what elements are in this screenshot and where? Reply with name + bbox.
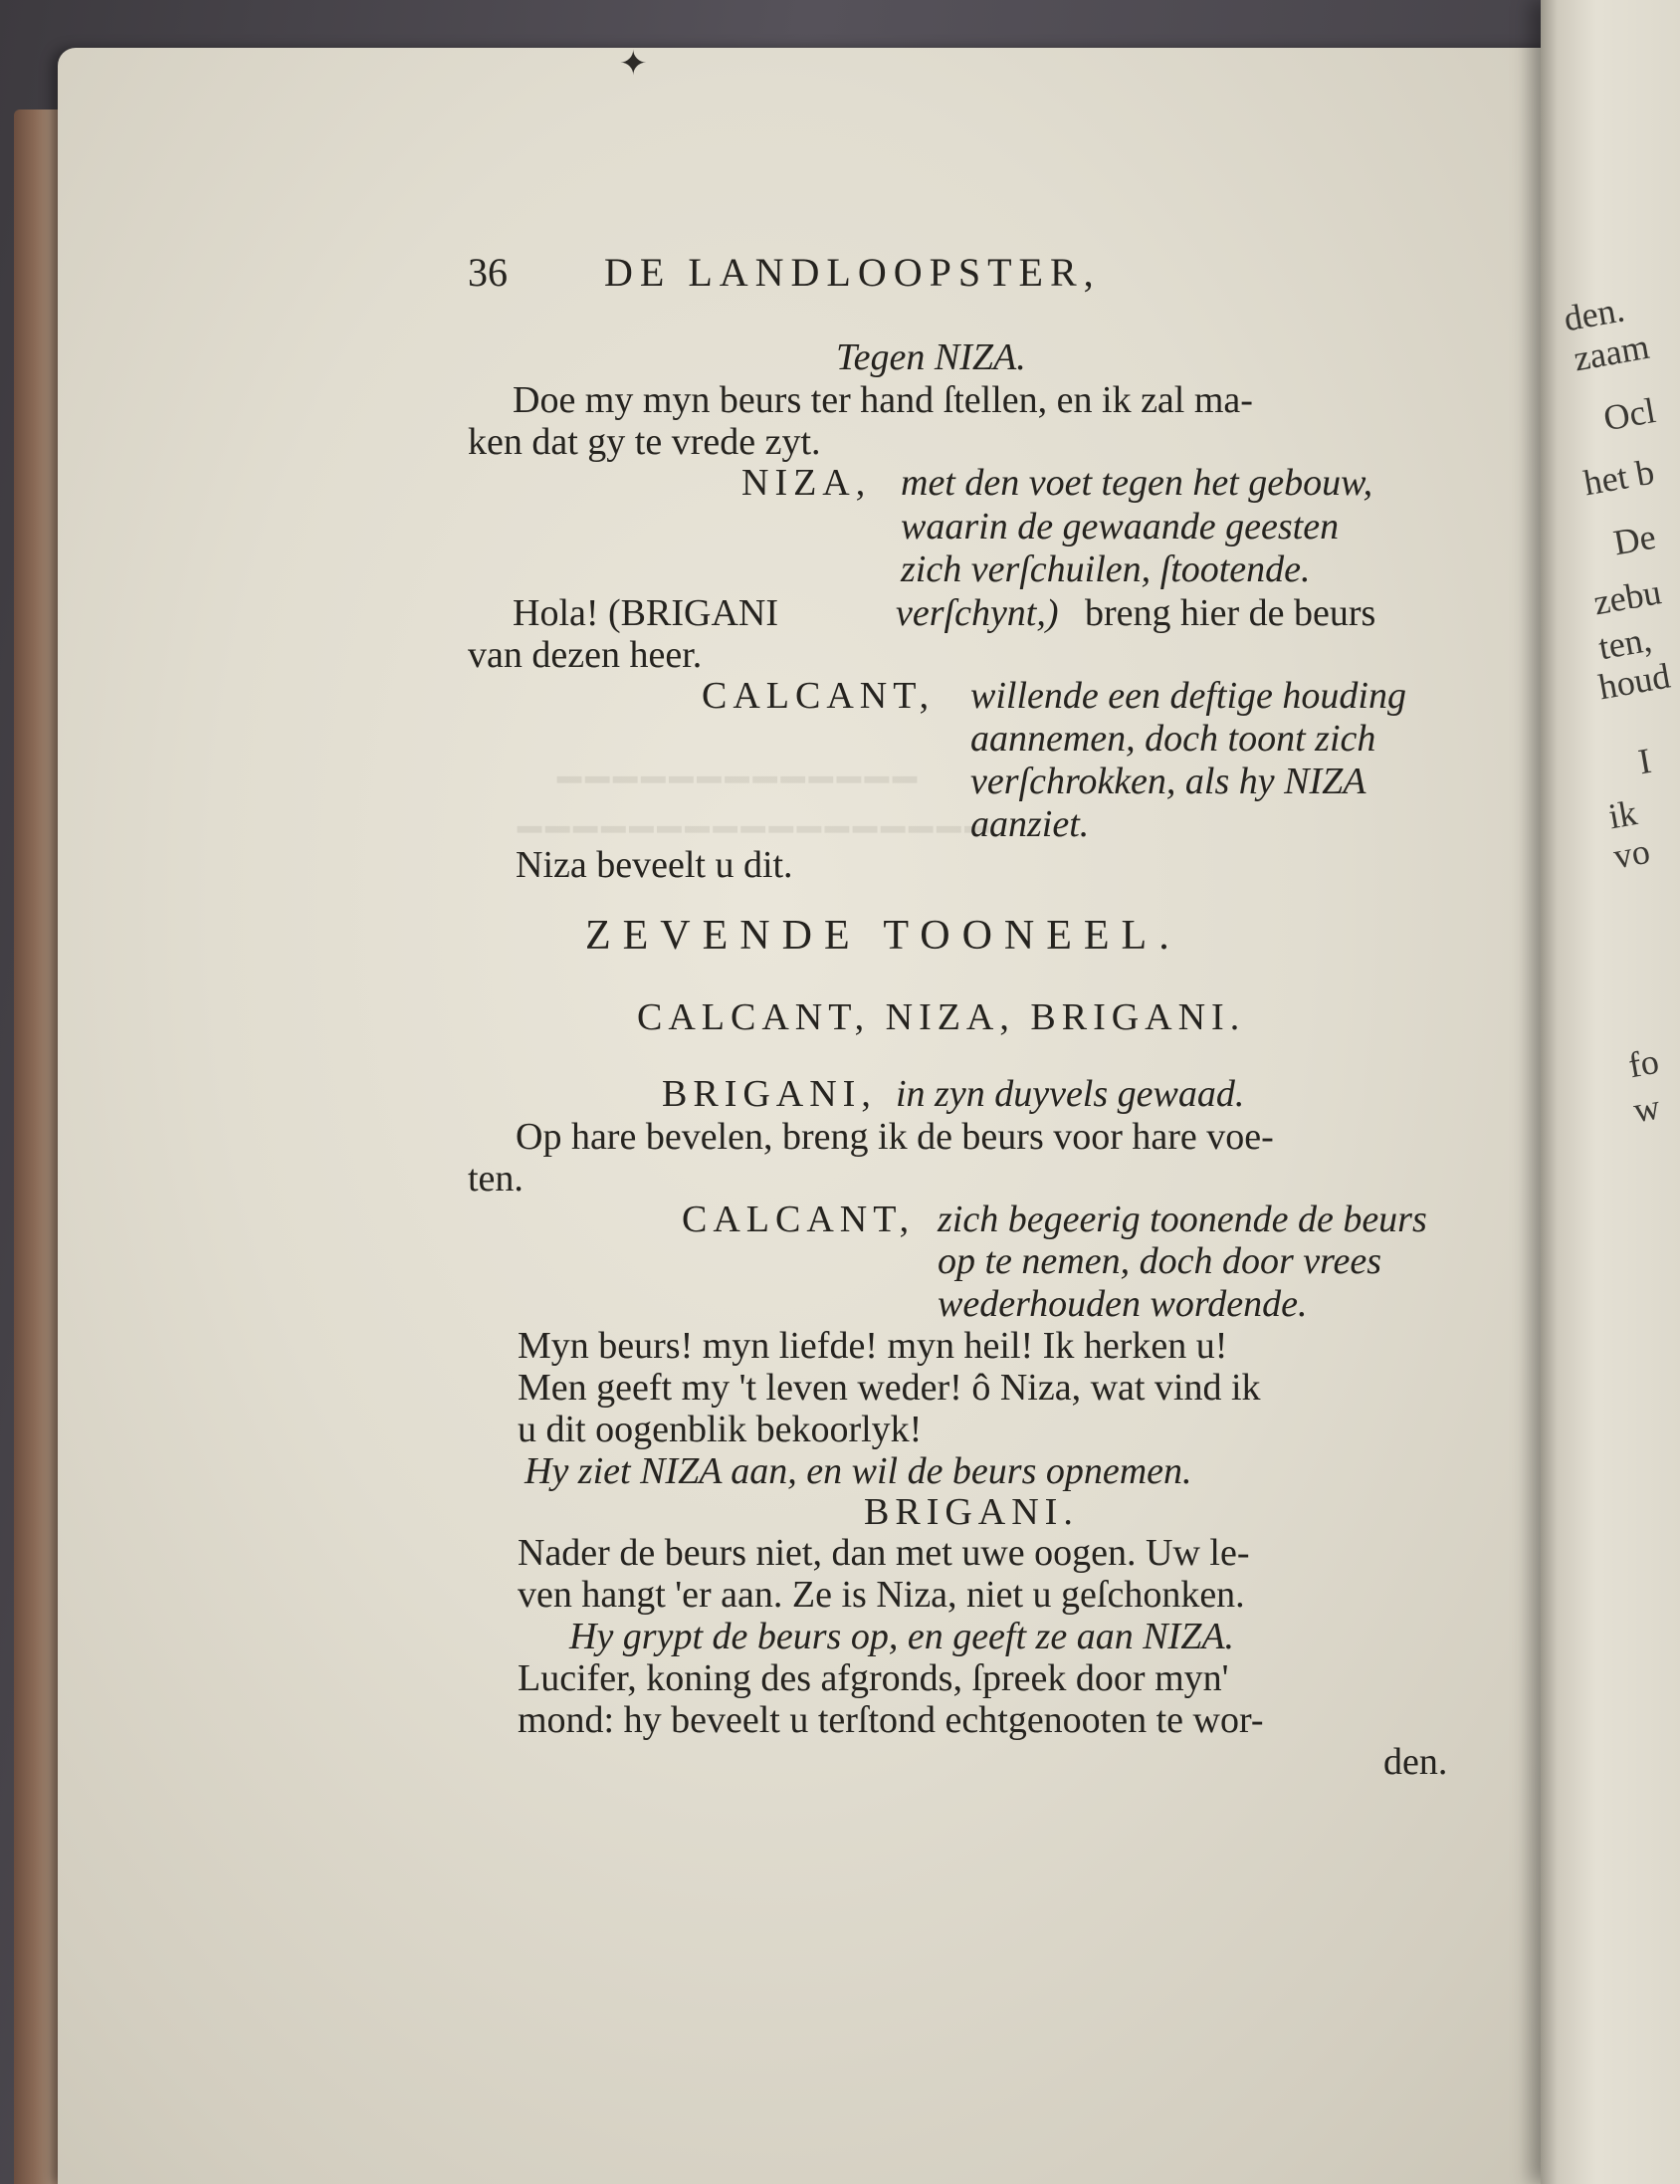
facing-fragment: De	[1610, 516, 1659, 563]
dialogue-line: Men geeft my 't leven weder! ô Niza, wat vind ik	[518, 1367, 1261, 1409]
facing-fragment: Ocl	[1600, 389, 1659, 439]
show-through: ━━━━━━━━━━━━━━━━━	[518, 807, 993, 852]
show-through: ━━━━━━━━━━━━━	[557, 758, 922, 802]
facing-page-edge	[1541, 0, 1680, 2184]
facing-fragment: zebu	[1590, 571, 1665, 623]
dialogue-line: Doe my myn beurs ter hand ſtellen, en ik zal ma-	[513, 379, 1253, 421]
facing-fragment: zaam	[1571, 326, 1652, 379]
stage-direction: Hy ziet NIZA aan, en wil de beurs opnemen.	[525, 1450, 1192, 1492]
dialogue-line: Nader de beurs niet, dan met uwe oogen. Uw le-	[518, 1532, 1250, 1574]
facing-fragment: I	[1635, 740, 1654, 782]
dialogue-line: ven hangt 'er aan. Ze is Niza, niet u geſchonken.	[518, 1574, 1245, 1616]
stage-direction: aanziet.	[970, 803, 1090, 845]
dialogue-line: Myn beurs! myn liefde! myn heil! Ik herken u!	[518, 1325, 1228, 1367]
dialogue-line: Op hare bevelen, breng ik de beurs voor hare voe-	[516, 1116, 1274, 1158]
facing-fragment: den.	[1561, 289, 1628, 339]
dialogue-line: ken dat gy te vrede zyt.	[468, 421, 821, 463]
ink-mark: ✦	[619, 46, 648, 83]
dialogue-line: Hola! (BRIGANI	[513, 592, 779, 634]
dialogue-line: u dit oogenblik bekoorlyk!	[518, 1409, 923, 1450]
facing-fragment: w	[1630, 1086, 1663, 1131]
stage-direction: op te nemen, doch door vrees	[938, 1240, 1382, 1282]
speaker-name: CALCANT,	[682, 1199, 916, 1240]
facing-fragment: ten,	[1595, 618, 1655, 668]
dialogue-line: den.	[1383, 1741, 1448, 1783]
facing-fragment: houd	[1595, 655, 1674, 708]
facing-fragment: ik	[1605, 792, 1640, 837]
stage-direction: willende een deftige houding	[970, 675, 1406, 717]
dialogue-line: Lucifer, koning des afgronds, ſpreek door myn'	[518, 1657, 1229, 1699]
facing-fragment: fo	[1625, 1040, 1662, 1086]
stage-direction: waarin de gewaande geesten	[901, 506, 1340, 547]
page-number: 36	[468, 250, 508, 295]
stage-direction: in zyn duyvels gewaad.	[896, 1073, 1245, 1115]
cast-list: CALCANT, NIZA, BRIGANI.	[637, 996, 1246, 1038]
stage-direction: zich begeerig toonende de beurs	[938, 1199, 1427, 1240]
speaker-name: NIZA,	[741, 462, 872, 504]
running-title: DE LANDLOOPSTER,	[604, 250, 1101, 295]
stage-direction: aannemen, doch toont zich	[970, 718, 1376, 760]
dialogue-line: van dezen heer.	[468, 634, 703, 676]
facing-fragment: het b	[1580, 451, 1658, 504]
stage-direction: wederhouden wordende.	[938, 1283, 1308, 1325]
speaker-name: CALCANT,	[702, 675, 936, 717]
stage-direction: zich verſchuilen, ſtootende.	[901, 548, 1311, 590]
dialogue-line: Niza beveelt u dit.	[516, 844, 793, 886]
speaker-name: BRIGANI,	[662, 1073, 877, 1115]
facing-fragment: vo	[1610, 830, 1653, 877]
stage-direction: met den voet tegen het gebouw,	[901, 462, 1373, 504]
speaker-name: BRIGANI.	[864, 1491, 1079, 1533]
stage-direction: Tegen NIZA.	[836, 336, 1026, 378]
stage-direction: verſchynt,)	[896, 592, 1059, 634]
dialogue-line: ten.	[468, 1158, 524, 1200]
stage-direction: Hy grypt de beurs op, en geeft ze aan NIZA.	[569, 1616, 1235, 1657]
dialogue-line: breng hier de beurs	[1085, 592, 1376, 634]
scene-heading: ZEVENDE TOONEEL.	[585, 913, 1181, 959]
dialogue-line: mond: hy beveelt u terſtond echtgenooten te wor-	[518, 1699, 1264, 1741]
stage-direction: verſchrokken, als hy NIZA	[970, 761, 1366, 802]
